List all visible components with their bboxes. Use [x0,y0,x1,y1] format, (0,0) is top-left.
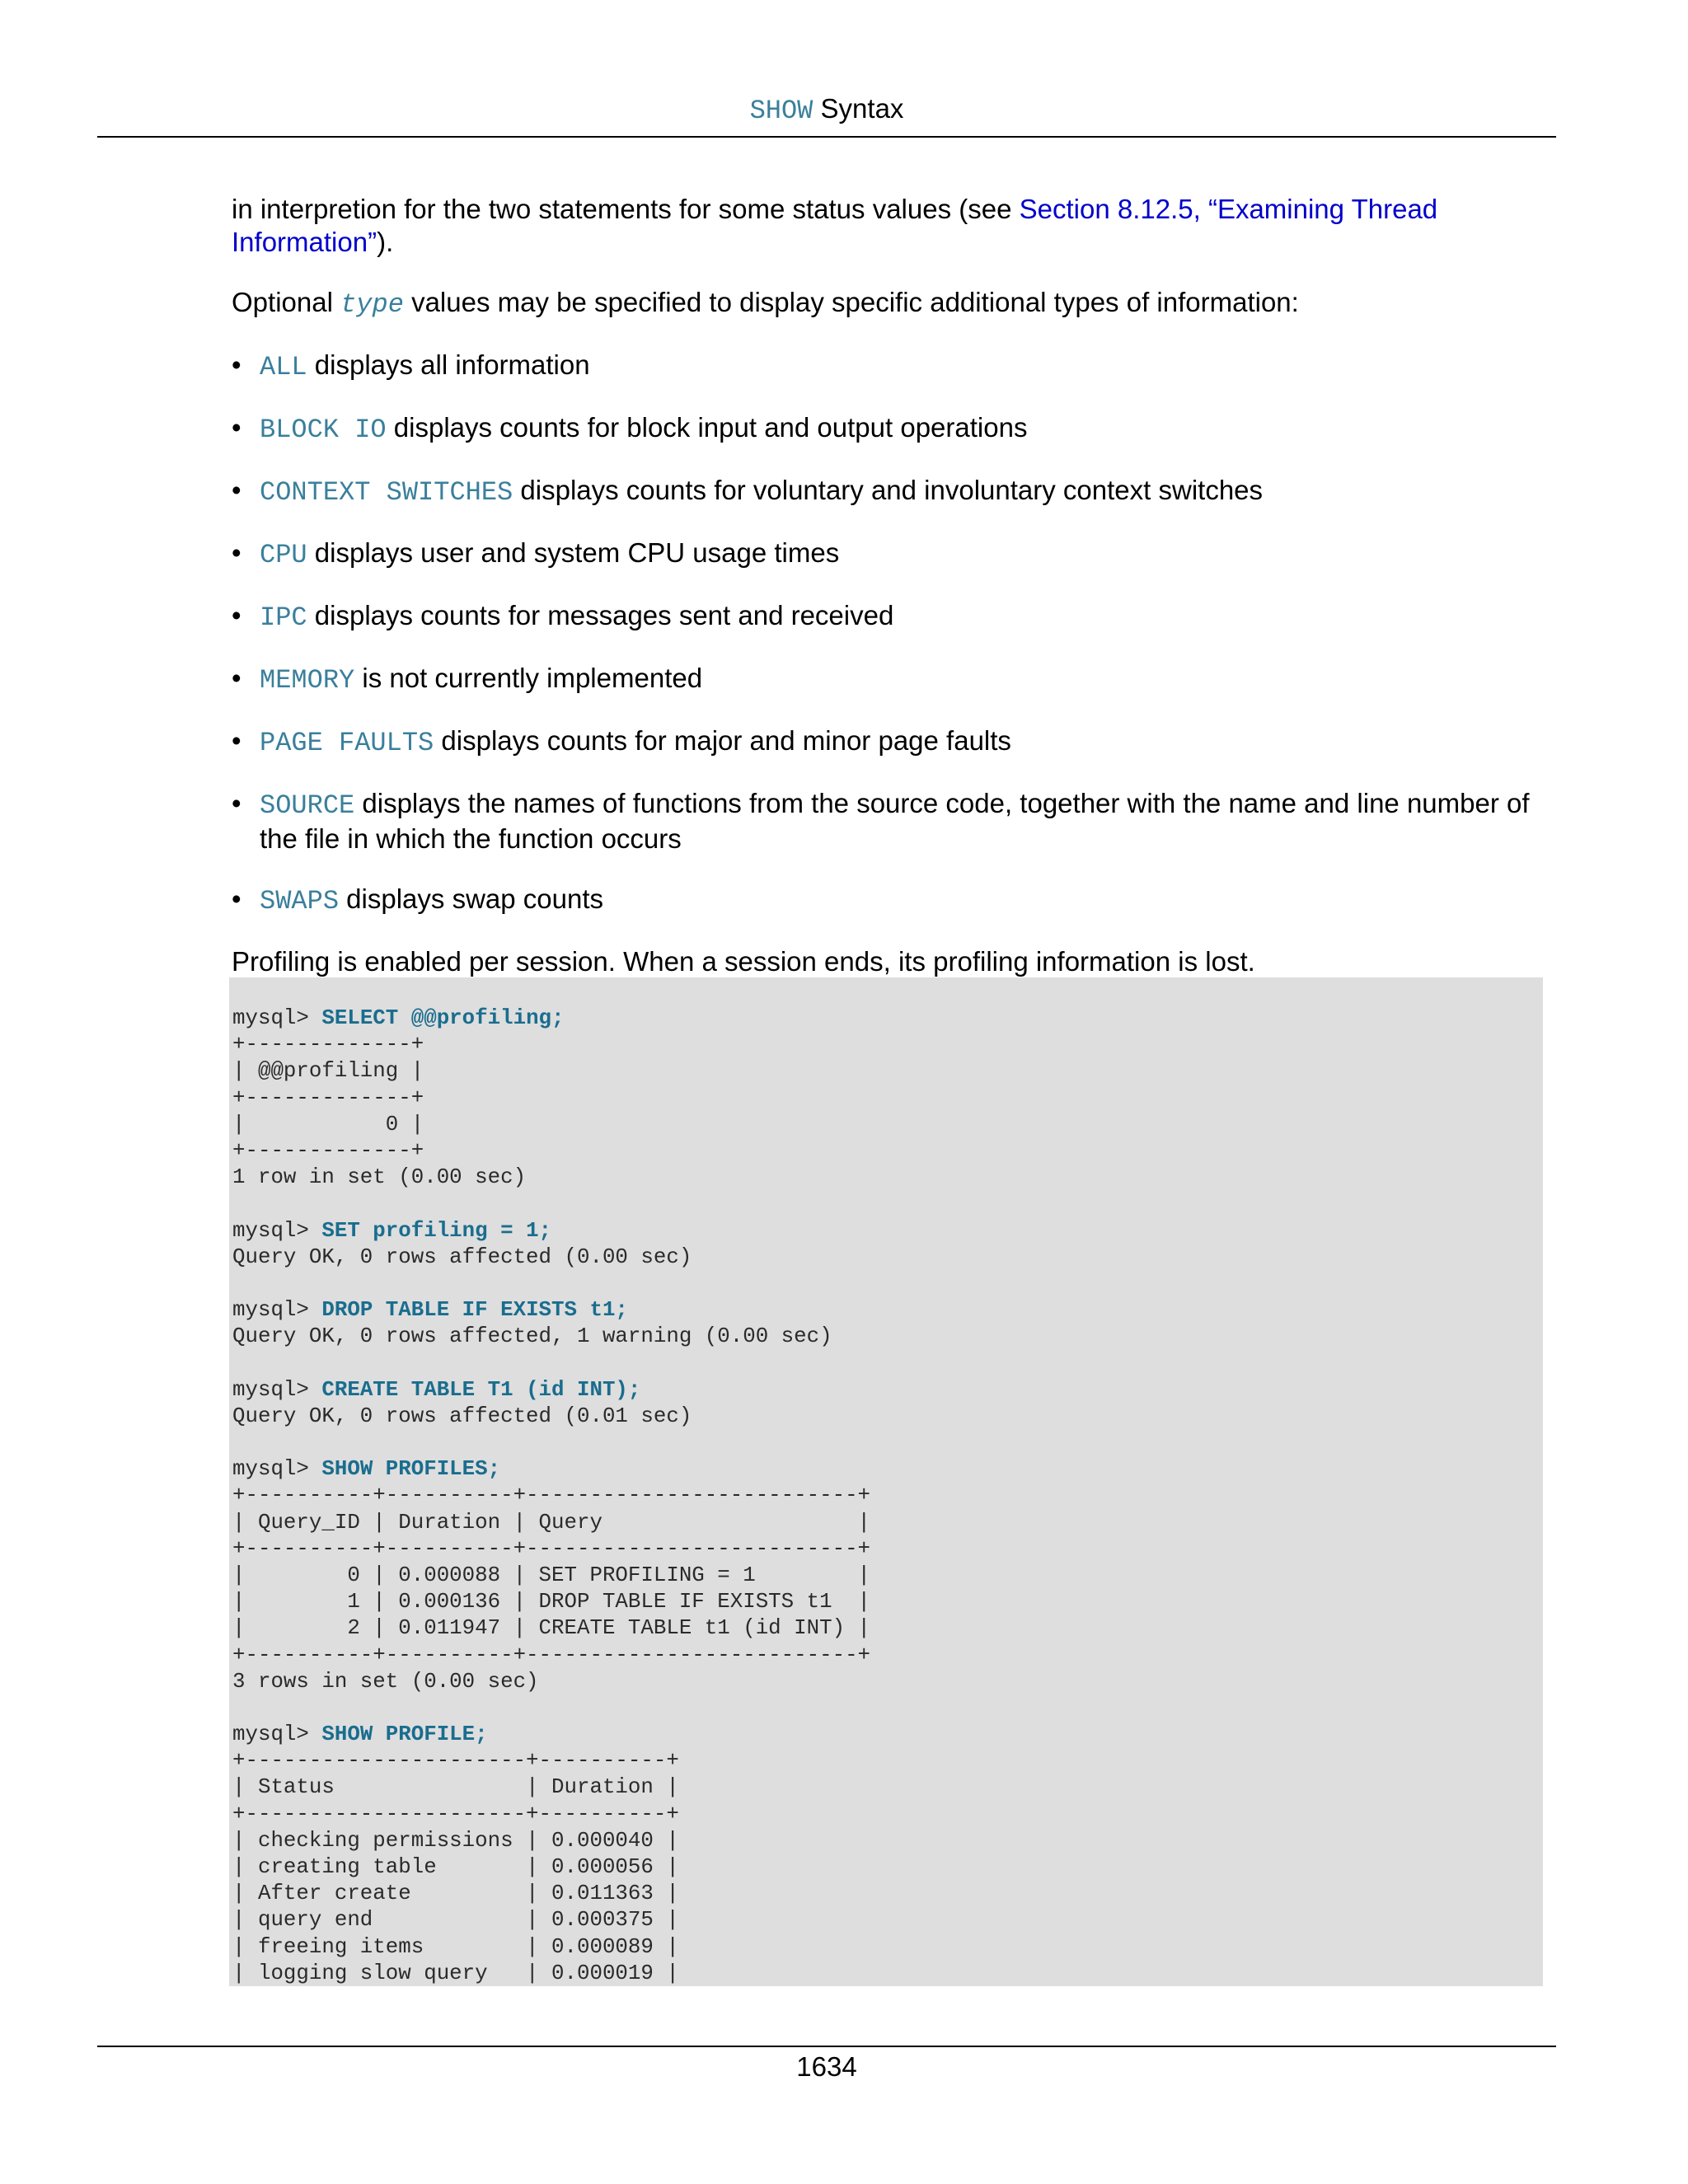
sql-command: SHOW PROFILES; [321,1457,501,1482]
page-footer [97,2049,1556,2085]
code-line: | Status | Duration | [232,1775,679,1800]
code-line: | 0 | 0.000088 | SET PROFILING = 1 | [232,1563,871,1587]
intro-text-after: ). [377,227,394,257]
code-line: | Query_ID | Duration | Query | [232,1510,871,1535]
optional-paragraph [232,286,1559,321]
bullet-icon: • [232,663,241,693]
code-line [232,1350,1543,1376]
type-keyword: BLOCK IO [260,415,387,445]
type-keyword: SWAPS [260,886,340,916]
type-keyword: SOURCE [260,790,355,821]
type-keyword: ALL [260,352,307,382]
code-line [232,1695,1543,1722]
type-description: displays the names of functions from the source code, together with the name and line number of the file in which the function occurs [260,788,1530,854]
code-line: +-------------+ [232,1033,424,1057]
bullet-icon: • [232,412,241,443]
code-example [229,977,1543,1986]
sql-command: CREATE TABLE T1 (id INT); [321,1377,641,1402]
code-line: 1 row in set (0.00 sec) [232,1165,527,1190]
mysql-prompt: mysql> [232,1006,322,1030]
optional-after: values may be specified to display specific additional types of information: [403,287,1299,317]
type-keyword: CONTEXT SWITCHES [260,477,513,508]
code-block [229,977,1543,1986]
code-line: | 0 | [232,1112,424,1137]
code-line [232,1377,1543,1404]
section-link[interactable]: Section 8.12.5, “Examining Thread Information” [232,194,1438,257]
type-keyword: PAGE FAULTS [260,728,434,758]
sql-command: SHOW PROFILE; [321,1722,488,1747]
mysql-prompt: mysql> [232,1457,322,1482]
code-line [232,1271,1543,1297]
list-item [232,724,1559,760]
mysql-prompt: mysql> [232,1218,322,1243]
code-line: | @@profiling | [232,1059,424,1084]
code-line: +----------+----------+--------------------------+ [232,1643,871,1667]
type-description: is not currently implemented [354,663,703,693]
sql-command: SET profiling = 1; [321,1218,552,1243]
code-line: | logging slow query | 0.000019 | [232,1961,679,1985]
page-number: 1634 [796,2051,857,2082]
code-line: Query OK, 0 rows affected, 1 warning (0.00 sec) [232,1324,832,1349]
bullet-icon: • [232,725,241,756]
code-line: +----------------------+----------+ [232,1802,679,1826]
sql-command: DROP TABLE IF EXISTS t1; [321,1298,628,1323]
list-item [232,662,1559,697]
code-line [232,1005,1543,1032]
list-item [232,349,1559,384]
bullet-icon: • [232,788,241,818]
bullet-icon: • [232,537,241,568]
profiling-note: Profiling is enabled per session. When a session ends, its profiling information is lost. [232,946,1255,977]
type-term: type [340,289,404,320]
code-line: +----------------------+----------+ [232,1749,679,1774]
bullet-icon: • [232,883,241,914]
bullet-icon: • [232,475,241,505]
optional-before: Optional [232,287,341,317]
header-rule [97,136,1556,138]
sql-command: SELECT @@profiling; [321,1006,565,1030]
code-line: | 2 | 0.011947 | CREATE TABLE t1 (id INT) | [232,1616,871,1641]
code-line [232,1191,1543,1217]
code-line: | query end | 0.000375 | [232,1908,679,1933]
footer-rule [97,2046,1556,2047]
list-item [232,474,1559,509]
type-description: displays swap counts [339,883,604,914]
list-item [232,411,1559,447]
type-keyword: IPC [260,602,307,633]
code-line: +----------+----------+--------------------------+ [232,1536,871,1561]
list-item [232,599,1559,635]
type-list [232,349,1559,918]
code-line: | creating table | 0.000056 | [232,1855,679,1879]
type-description: displays counts for major and minor page faults [434,725,1011,756]
header-title: Syntax [820,93,904,124]
header-keyword: SHOW [749,96,814,126]
type-description: displays counts for block input and output operations [386,412,1028,443]
type-keyword: MEMORY [260,665,355,696]
bullet-icon: • [232,349,241,380]
code-line: | freeing items | 0.000089 | [232,1934,679,1959]
code-line [232,1297,1543,1324]
code-line: | After create | 0.011363 | [232,1882,679,1906]
mysql-prompt: mysql> [232,1298,322,1323]
code-line [232,1456,1543,1483]
mysql-prompt: mysql> [232,1377,322,1402]
code-line: Query OK, 0 rows affected (0.00 sec) [232,1244,692,1269]
mysql-prompt: mysql> [232,1722,322,1747]
code-line: +-------------+ [232,1138,424,1163]
main-content [232,193,1559,978]
code-line: +----------+----------+--------------------------+ [232,1483,871,1508]
code-line: +-------------+ [232,1085,424,1110]
code-line [232,1430,1543,1456]
type-description: displays counts for messages sent and received [307,600,894,630]
code-line: | 1 | 0.000136 | DROP TABLE IF EXISTS t1 | [232,1590,871,1615]
list-item [232,537,1559,572]
code-line [232,1218,1543,1244]
code-line: | checking permissions | 0.000040 | [232,1828,679,1853]
list-item [232,787,1559,855]
intro-text-before: in interpretion for the two statements for some status values (see [232,194,1020,224]
list-item [232,883,1559,918]
type-description: displays counts for voluntary and involuntary context switches [513,475,1264,505]
bullet-icon: • [232,600,241,630]
type-description: displays all information [307,349,590,380]
type-keyword: CPU [260,540,307,570]
intro-paragraph [232,193,1559,259]
page-header [97,92,1556,128]
code-line: 3 rows in set (0.00 sec) [232,1669,539,1694]
code-line: Query OK, 0 rows affected (0.01 sec) [232,1404,692,1428]
code-line [232,1722,1543,1748]
type-description: displays user and system CPU usage times [307,537,840,568]
